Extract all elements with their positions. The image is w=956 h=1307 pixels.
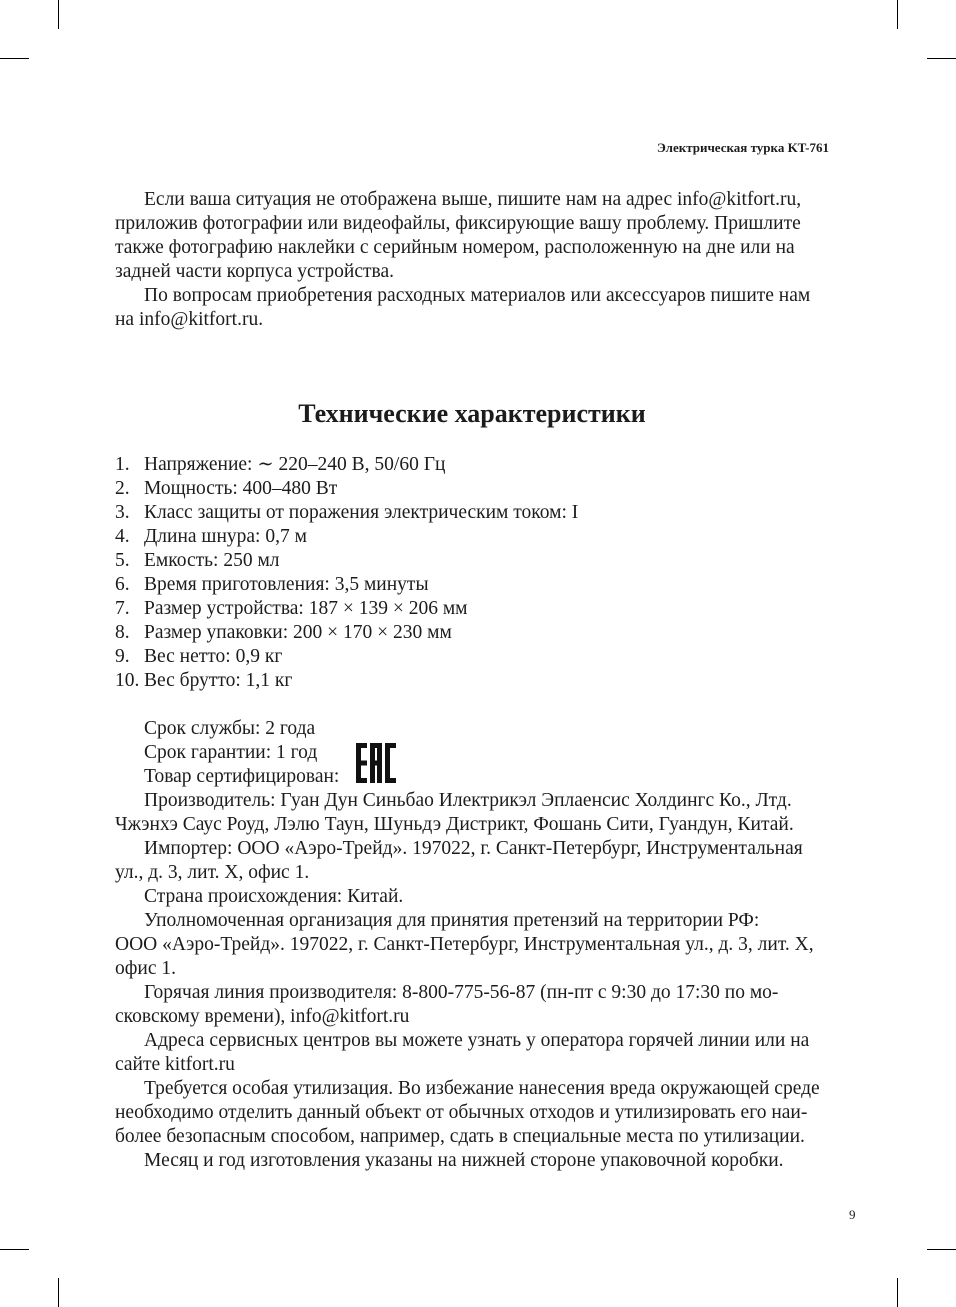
text-line: сковскому времени), info@kitfort.ru	[115, 1006, 410, 1027]
spec-item	[115, 549, 829, 573]
text-line: необходимо отделить данный объект от обычных отходов и утилизировать его наи-	[115, 1102, 808, 1123]
text-line: Горячая линия производителя: 8-800-775-56-87 (пн-пт с 9:30 до 17:30 по мо-	[144, 982, 779, 1003]
spec-item	[115, 453, 829, 477]
spec-item	[115, 477, 829, 501]
text-line: на info@kitfort.ru.	[115, 309, 264, 330]
running-header: Электрическая турка KT-761	[657, 140, 829, 155]
spec-number: 2.	[115, 478, 130, 499]
eac-logo-icon	[356, 743, 396, 783]
spec-text: Вес нетто: 0,9 кг	[144, 646, 283, 667]
spec-item	[115, 597, 829, 621]
crop-mark	[897, 0, 898, 29]
spec-number: 3.	[115, 502, 130, 523]
text-line: Месяц и год изготовления указаны на нижней стороне упаковочной коробки.	[144, 1150, 784, 1171]
spec-number: 4.	[115, 526, 130, 547]
spec-item	[115, 525, 829, 549]
spec-item	[115, 645, 829, 669]
spec-number: 9.	[115, 646, 130, 667]
spec-item	[115, 621, 829, 645]
text-line: задней части корпуса устройства.	[115, 261, 394, 282]
text-line: приложив фотографии или видеофайлы, фиксирующие вашу проблему. Пришлите	[115, 213, 801, 234]
text-line: Производитель: Гуан Дун Синьбао Илектрикэл Эплаенсис Холдингс Ко., Лтд.	[144, 790, 792, 811]
crop-mark	[927, 1249, 956, 1250]
spec-list	[115, 453, 829, 693]
text-line: Требуется особая утилизация. Во избежание нанесения вреда окружающей среде	[144, 1078, 820, 1099]
text-line: Если ваша ситуация не отображена выше, пишите нам на адрес info@kitfort.ru,	[144, 189, 802, 210]
text-line: Импортер: ООО «Аэро-Трейд». 197022, г. Санкт-Петербург, Инструментальная	[144, 838, 803, 859]
spec-text: Напряжение: ∼ 220–240 В, 50/60 Гц	[144, 454, 446, 475]
text-line: По вопросам приобретения расходных материалов или аксессуаров пишите нам	[144, 285, 811, 306]
crop-mark	[58, 1278, 59, 1307]
spec-text: Вес брутто: 1,1 кг	[144, 670, 293, 691]
intro-section	[115, 188, 829, 332]
spec-text: Класс защиты от поражения электрическим током: I	[144, 502, 579, 523]
spec-item	[115, 573, 829, 597]
text-line: Чжэнхэ Саус Роуд, Лэлю Таун, Шуньдэ Дистрикт, Фошань Сити, Гуандун, Китай.	[115, 814, 794, 835]
text-line: сайте kitfort.ru	[115, 1054, 235, 1075]
spec-text: Длина шнура: 0,7 м	[144, 526, 307, 547]
spec-text: Размер упаковки: 200 × 170 × 230 мм	[144, 622, 452, 643]
crop-mark	[58, 0, 59, 29]
text-line: офис 1.	[115, 958, 176, 979]
text-line: ООО «Аэро-Трейд». 197022, г. Санкт-Петербург, Инструментальная ул., д. 3, лит. Х,	[115, 934, 814, 955]
warranty-period: Срок гарантии: 1 год	[144, 742, 318, 763]
text-line: Уполномоченная организация для принятия претензий на территории РФ:	[144, 910, 760, 931]
text-line: ул., д. 3, лит. Х, офис 1.	[115, 862, 310, 883]
page-number: 9	[849, 1207, 856, 1222]
spec-text: Размер устройства: 187 × 139 × 206 мм	[144, 598, 468, 619]
text-line: также фотографию наклейки с серийным номером, расположенную на дне или на	[115, 237, 795, 258]
spec-number: 7.	[115, 598, 130, 619]
section-title: Технические характеристики	[298, 399, 646, 428]
spec-text: Время приготовления: 3,5 минуты	[144, 574, 429, 595]
crop-mark	[927, 58, 956, 59]
crop-mark	[0, 1249, 29, 1250]
spec-item	[115, 669, 829, 693]
spec-item	[115, 501, 829, 525]
spec-number: 10.	[115, 670, 140, 691]
text-line: Адреса сервисных центров вы можете узнать у оператора горячей линии или на	[144, 1030, 810, 1051]
crop-mark	[0, 58, 29, 59]
spec-number: 5.	[115, 550, 130, 571]
spec-number: 8.	[115, 622, 130, 643]
spec-number: 6.	[115, 574, 130, 595]
spec-text: Емкость: 250 мл	[144, 550, 280, 571]
certification-label: Товар сертифицирован:	[144, 766, 340, 787]
text-line: более безопасным способом, например, сдать в специальные места по утилизации.	[115, 1126, 805, 1147]
text-line: Страна происхождения: Китай.	[144, 886, 404, 907]
spec-text: Мощность: 400–480 Вт	[144, 478, 338, 499]
crop-mark	[897, 1278, 898, 1307]
info-section	[115, 717, 829, 1173]
service-life: Срок службы: 2 года	[144, 718, 316, 739]
spec-number: 1.	[115, 454, 130, 475]
